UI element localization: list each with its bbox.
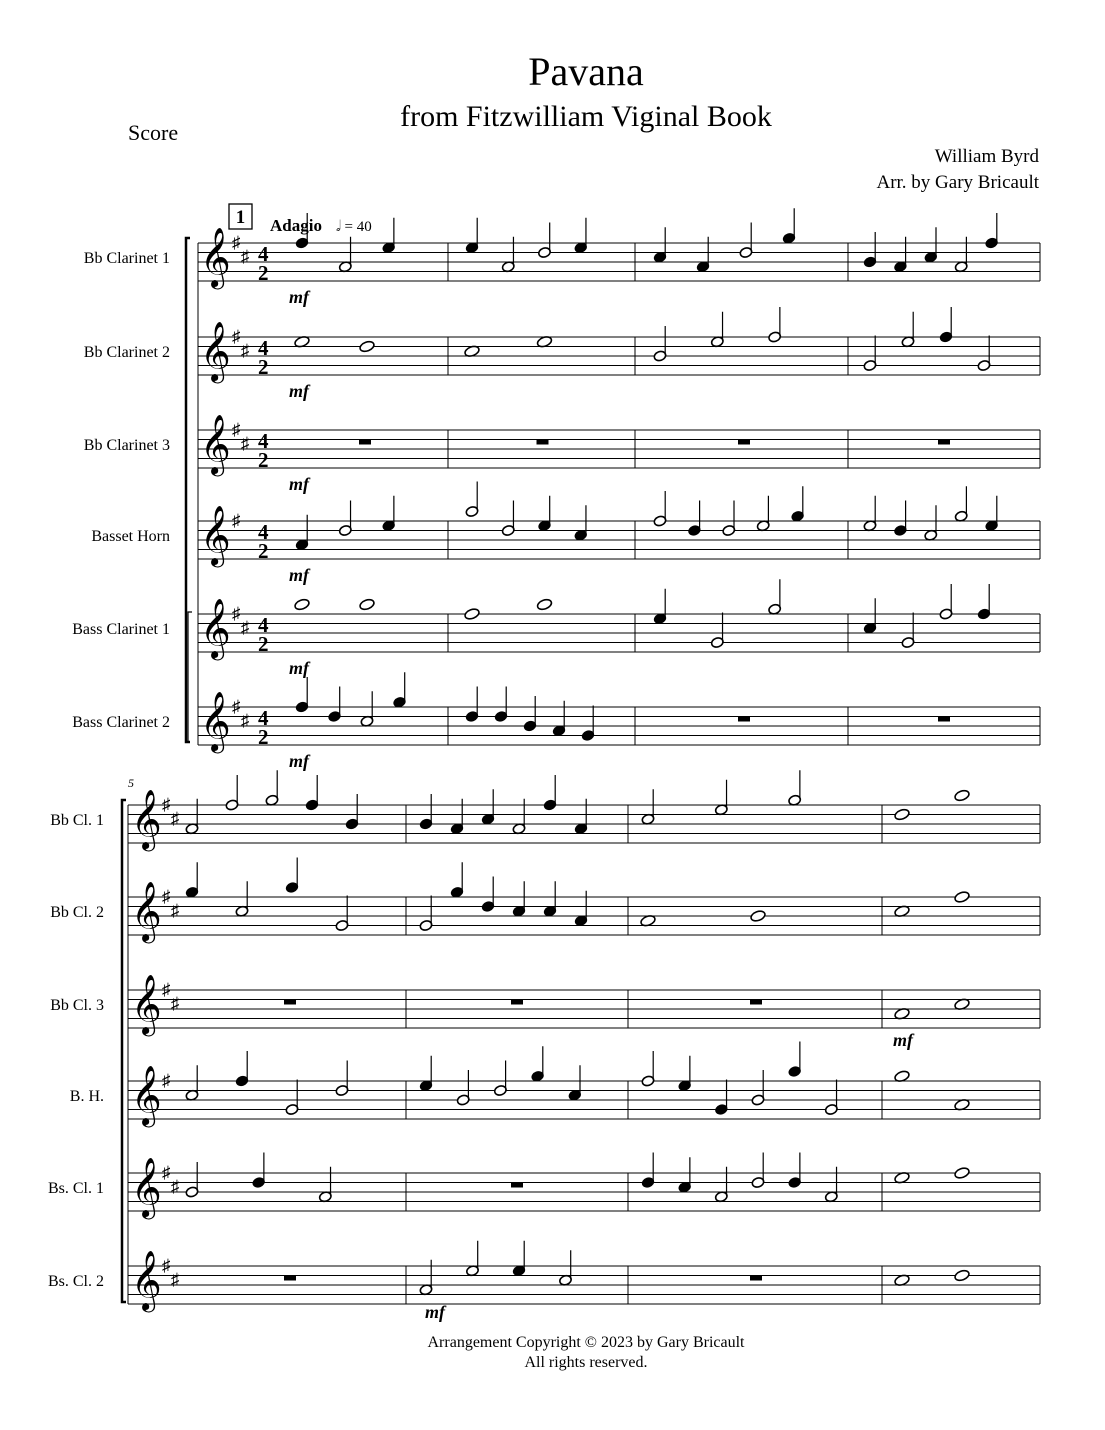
rehearsal-mark: 1 [235, 207, 246, 228]
treble-clef-icon: 𝄞 [131, 1159, 162, 1217]
key-sharp-icon: ♯ [171, 901, 180, 920]
treble-clef-icon: 𝄞 [131, 1067, 162, 1125]
dynamic-marking: mf [289, 751, 309, 771]
bass-bracket [188, 612, 192, 742]
note-head [359, 598, 376, 611]
key-sharp-icon: ♯ [232, 511, 241, 530]
instrument-name: Bb Cl. 2 [50, 904, 104, 921]
whole-rest-icon [750, 1276, 762, 1281]
rights-notice: All rights reserved. [524, 1354, 648, 1371]
treble-clef-icon: 𝄞 [131, 791, 162, 849]
dynamic-marking: mf [289, 565, 309, 585]
time-signature-bottom: 2 [258, 632, 269, 656]
note-head [894, 808, 911, 821]
treble-clef-icon: 𝄞 [200, 600, 231, 658]
dynamic-marking: mf [289, 474, 309, 494]
whole-rest-icon [284, 1276, 296, 1281]
key-sharp-icon: ♯ [232, 604, 241, 623]
key-sharp-icon: ♯ [241, 434, 250, 453]
time-signature-bottom: 2 [258, 725, 269, 749]
time-signature-top: 4 [258, 706, 269, 730]
time-signature-top: 4 [258, 242, 269, 266]
key-sharp-icon: ♯ [162, 1163, 171, 1182]
key-sharp-icon: ♯ [171, 1270, 180, 1289]
note-head [464, 607, 481, 620]
score-subtitle: from Fitzwilliam Viginal Book [400, 100, 772, 133]
instrument-name: Bb Cl. 3 [50, 997, 104, 1014]
key-sharp-icon: ♯ [171, 809, 180, 828]
treble-clef-icon: 𝄞 [131, 883, 162, 941]
time-signature-top: 4 [258, 429, 269, 453]
key-sharp-icon: ♯ [171, 994, 180, 1013]
tempo-mark: 𝅗𝅥 = 40 [336, 219, 372, 235]
note-head [294, 598, 311, 611]
key-sharp-icon: ♯ [241, 247, 250, 266]
measure-number: 5 [128, 776, 134, 790]
time-signature-top: 4 [258, 520, 269, 544]
treble-clef-icon: 𝄞 [200, 693, 231, 751]
key-sharp-icon: ♯ [241, 341, 250, 360]
note-head [954, 789, 971, 802]
key-sharp-icon: ♯ [162, 795, 171, 814]
key-sharp-icon: ♯ [162, 980, 171, 999]
time-signature-bottom: 2 [258, 261, 269, 285]
whole-rest-icon [750, 1000, 762, 1005]
key-sharp-icon: ♯ [162, 1256, 171, 1275]
treble-clef-icon: 𝄞 [200, 323, 231, 381]
whole-rest-icon [738, 440, 750, 445]
instrument-name: Bass Clarinet 1 [72, 621, 170, 638]
treble-clef-icon: 𝄞 [200, 229, 231, 287]
instrument-name: B. H. [69, 1088, 104, 1105]
note-head [954, 1166, 971, 1179]
whole-rest-icon [359, 440, 371, 445]
dynamic-marking: mf [893, 1030, 913, 1050]
dynamic-marking: mf [289, 658, 309, 678]
time-signature-top: 4 [258, 613, 269, 637]
instrument-name: Bs. Cl. 2 [47, 1273, 104, 1290]
whole-rest-icon [938, 717, 950, 722]
instrument-name: Bb Clarinet 1 [83, 250, 170, 267]
time-signature-bottom: 2 [258, 539, 269, 563]
treble-clef-icon: 𝄞 [200, 416, 231, 474]
instrument-name: Bb Cl. 1 [50, 812, 104, 829]
composer-credit: William Byrd [934, 146, 1039, 167]
dynamic-marking: mf [289, 287, 309, 307]
key-sharp-icon: ♯ [232, 327, 241, 346]
key-sharp-icon: ♯ [232, 697, 241, 716]
key-sharp-icon: ♯ [162, 887, 171, 906]
note-head [536, 598, 553, 611]
whole-rest-icon [537, 440, 549, 445]
treble-clef-icon: 𝄞 [200, 507, 231, 565]
note-head [359, 340, 376, 353]
whole-rest-icon [511, 1000, 523, 1005]
treble-clef-icon: 𝄞 [131, 976, 162, 1034]
time-signature-bottom: 2 [258, 448, 269, 472]
key-sharp-icon: ♯ [241, 711, 250, 730]
whole-rest-icon [938, 440, 950, 445]
treble-clef-icon: 𝄞 [131, 1252, 162, 1310]
system-bracket [122, 800, 126, 1302]
instrument-name: Bs. Cl. 1 [47, 1180, 104, 1197]
note-head [954, 1269, 971, 1282]
dynamic-marking: mf [289, 381, 309, 401]
key-sharp-icon: ♯ [241, 618, 250, 637]
time-signature-bottom: 2 [258, 355, 269, 379]
score-label: Score [128, 120, 179, 145]
whole-rest-icon [738, 717, 750, 722]
whole-rest-icon [511, 1183, 523, 1188]
key-sharp-icon: ♯ [162, 1071, 171, 1090]
dynamic-marking: mf [425, 1302, 445, 1322]
note-head [954, 890, 971, 903]
instrument-name: Basset Horn [91, 528, 170, 545]
note-head [750, 909, 767, 922]
whole-rest-icon [284, 1000, 296, 1005]
instrument-name: Bb Clarinet 3 [83, 437, 170, 454]
instrument-name: Bass Clarinet 2 [72, 714, 170, 731]
copyright-notice: Arrangement Copyright © 2023 by Gary Bricault [427, 1334, 745, 1351]
arranger-credit: Arr. by Gary Bricault [876, 172, 1039, 193]
key-sharp-icon: ♯ [171, 1177, 180, 1196]
instrument-name: Bb Clarinet 2 [83, 344, 170, 361]
tempo-text: Adagio [270, 216, 322, 235]
key-sharp-icon: ♯ [232, 233, 241, 252]
key-sharp-icon: ♯ [232, 420, 241, 439]
time-signature-top: 4 [258, 336, 269, 360]
score-title: Pavana [528, 49, 644, 94]
